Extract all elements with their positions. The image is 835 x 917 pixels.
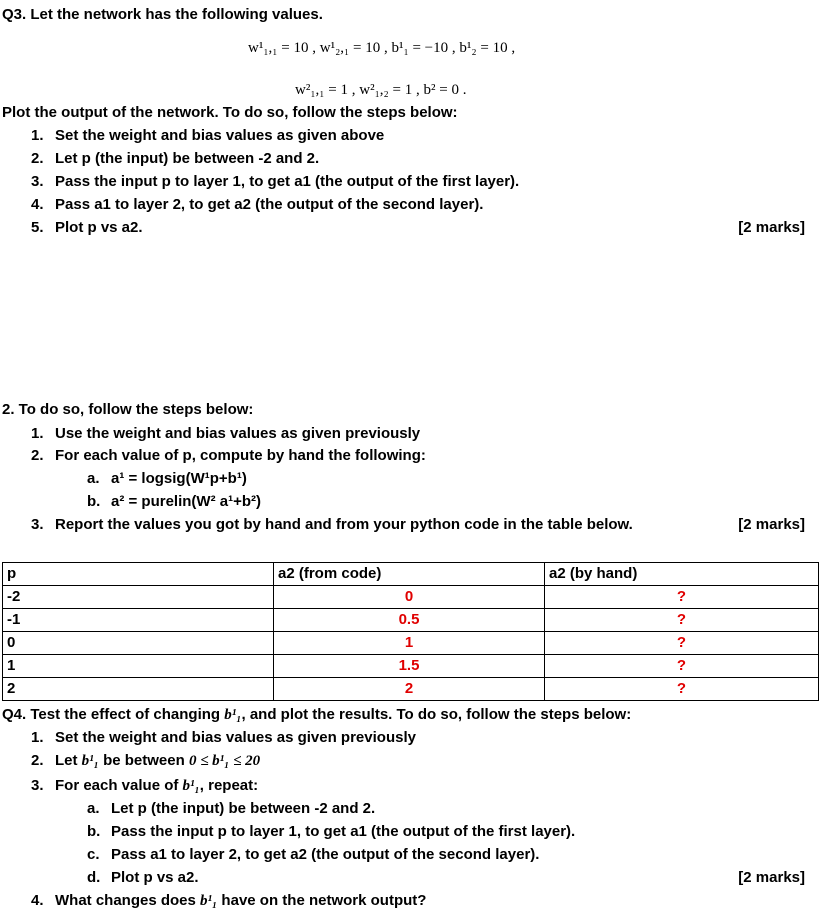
q4-sub-d (87, 868, 199, 888)
q4-sub-c (87, 845, 539, 865)
step-variable: b¹₁ (182, 778, 200, 794)
cell-a2-code: 0 (274, 586, 545, 609)
results-table (2, 562, 819, 701)
q3-step-4 (31, 195, 483, 215)
part2-step-1 (31, 424, 420, 444)
step-text: Plot p vs a2. (111, 869, 199, 886)
part2-intro: 2. To do so, follow the steps below: (2, 401, 254, 418)
step-text: Set the weight and bias values as given above (55, 127, 385, 144)
q4-step-3 (31, 776, 258, 796)
header-p: p (3, 563, 274, 586)
table-row (3, 586, 819, 609)
step-text: Pass a1 to layer 2, to get a2 (the output of the second layer). (111, 846, 540, 863)
cell-a2-code: 1.5 (274, 655, 545, 678)
cell-p: -1 (3, 609, 274, 632)
step-number: 1. (31, 425, 44, 442)
q3-step-1 (31, 126, 384, 146)
part2-sub-a (87, 469, 247, 489)
step-variable: b¹₁ (200, 893, 218, 909)
table-row (3, 655, 819, 678)
q4-step-4 (31, 891, 426, 911)
cell-a2-hand: ? (545, 632, 819, 655)
cell-p: 1 (3, 655, 274, 678)
cell-a2-code: 0.5 (274, 609, 545, 632)
cell-p: 0 (3, 632, 274, 655)
q4-title (2, 705, 631, 725)
cell-a2-hand: ? (545, 586, 819, 609)
step-number: 2. (31, 150, 44, 167)
cell-a2-hand: ? (545, 678, 819, 701)
step-number: a. (87, 800, 100, 817)
step-text: Report the values you got by hand and from your python code in the table below. (55, 516, 633, 533)
q3-step-3 (31, 172, 519, 192)
step-number: 2. (31, 752, 44, 769)
table-row (3, 632, 819, 655)
step-text: Pass the input p to layer 1, to get a1 (the output of the first layer). (111, 823, 576, 840)
step-text-pre: What changes does (55, 892, 201, 909)
header-a2-hand: a2 (by hand) (545, 563, 819, 586)
table-row (3, 609, 819, 632)
step-text-pre: Let (55, 752, 82, 769)
step-number: b. (87, 823, 101, 840)
step-text: Let p (the input) be between -2 and 2. (111, 800, 376, 817)
step-text-pre: For each value of (55, 777, 183, 794)
step-number: 3. (31, 173, 44, 190)
step-variable: b¹₁ (81, 753, 99, 769)
q3-intro: Plot the output of the network. To do so, follow the steps below: (2, 104, 458, 121)
header-a2-code: a2 (from code) (274, 563, 545, 586)
step-number: c. (87, 846, 100, 863)
step-text-mid: be between (98, 752, 189, 769)
q4-marks: [2 marks] (738, 869, 805, 886)
step-text: Pass the input p to layer 1, to get a1 (the output of the first layer). (55, 173, 520, 190)
cell-p: 2 (3, 678, 274, 701)
q3-step-5 (31, 218, 143, 238)
q4-title-variable: b¹₁ (224, 707, 242, 723)
step-text: Let p (the input) be between -2 and 2. (55, 150, 320, 167)
step-number: b. (87, 493, 101, 510)
step-number: 3. (31, 777, 44, 794)
step-text: a¹ = logsig(W¹p+b¹) (111, 470, 247, 487)
q3-equation-line-1: w¹₁,₁ = 10 , w¹₂,₁ = 10 , b¹₁ = −10 , b¹₂ = 10 , (248, 40, 516, 56)
table-row (3, 678, 819, 701)
step-text: Pass a1 to layer 2, to get a2 (the output of the second layer). (55, 196, 484, 213)
q4-sub-a (87, 799, 375, 819)
cell-a2-hand: ? (545, 655, 819, 678)
cell-a2-code: 2 (274, 678, 545, 701)
step-text: For each value of p, compute by hand the following: (55, 447, 426, 464)
q4-step-1 (31, 728, 416, 748)
cell-p: -2 (3, 586, 274, 609)
cell-a2-hand: ? (545, 609, 819, 632)
q4-title-pre: Q4. Test the effect of changing (2, 706, 225, 723)
step-number: d. (87, 869, 101, 886)
step-number: a. (87, 470, 100, 487)
step-text: Use the weight and bias values as given previously (55, 425, 421, 442)
step-number: 2. (31, 447, 44, 464)
step-number: 5. (31, 219, 44, 236)
step-text: a² = purelin(W² a¹+b²) (111, 493, 261, 510)
q4-sub-b (87, 822, 575, 842)
cell-a2-code: 1 (274, 632, 545, 655)
step-text-post: have on the network output? (217, 892, 427, 909)
step-text: Set the weight and bias values as given previously (55, 729, 416, 746)
step-number: 1. (31, 729, 44, 746)
part2-step-3 (31, 515, 633, 535)
step-number: 4. (31, 892, 44, 909)
part2-step-2 (31, 446, 426, 466)
step-text: Plot p vs a2. (55, 219, 143, 236)
q3-step-2 (31, 149, 319, 169)
q3-marks: [2 marks] (738, 219, 805, 236)
part2-marks: [2 marks] (738, 516, 805, 533)
table-header-row (3, 563, 819, 586)
part2-sub-b (87, 492, 261, 512)
q4-title-post: , and plot the results. To do so, follow the steps below: (241, 706, 632, 723)
step-range: 0 ≤ b¹₁ ≤ 20 (188, 753, 261, 769)
q4-step-2 (31, 751, 260, 771)
step-number: 4. (31, 196, 44, 213)
q3-title: Q3. Let the network has the following values. (2, 6, 323, 23)
step-text-post: , repeat: (199, 777, 259, 794)
q3-equation-line-2: w²₁,₁ = 1 , w²₁,₂ = 1 , b² = 0 . (295, 82, 467, 98)
step-number: 3. (31, 516, 44, 533)
step-number: 1. (31, 127, 44, 144)
